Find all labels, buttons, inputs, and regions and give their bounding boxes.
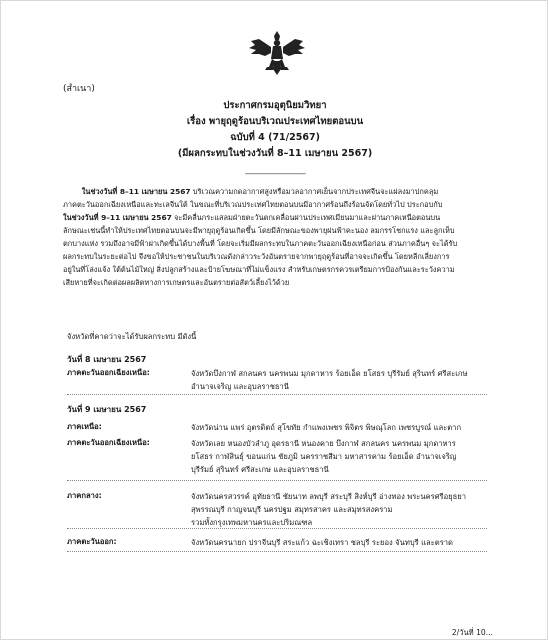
header-divider: -------------------------------- <box>244 169 306 178</box>
page-continuation: 2/วันที่ 10... <box>451 628 493 637</box>
region-label: ภาคกลาง: <box>67 491 102 500</box>
province-line: จังหวัดบึงกาฬ สกลนคร นครพนม มุกดาหาร ร้อยเอ็ด ยโสธร บุรีรัมย์ สุรินทร์ ศรีสะเกษ <box>191 369 468 378</box>
copy-mark: (สำเนา) <box>63 84 95 94</box>
paragraph-line <box>63 211 489 224</box>
paragraph-line: เสียหายที่จะเกิดต่อผลผลิตทางการเกษตรและอันตรายต่อสัตว์เลี้ยงไว้ด้วย <box>63 278 290 287</box>
subject-title: เรื่อง พายุฤดูร้อนบริเวณประเทศไทยตอนบน <box>186 116 364 127</box>
agency-title: ประกาศกรมอุตุนิยมวิทยา <box>223 100 327 111</box>
paragraph-line: ตกบางแห่ง รวมถึงอาจมีฟ้าผ่าเกิดขึ้นได้บางพื้นที่ โดยจะเริ่มมีผลกระทบในภาคตะวันออกเฉียงเหนือก่อน ส่วนภาคอื่นๆ จะได้รับ <box>63 239 458 248</box>
province-line: สุพรรณบุรี กาญจนบุรี นครปฐม สมุทรสาคร และสมุทรสงคราม <box>191 505 393 514</box>
date-heading: วันที่ 8 เมษายน 2567 <box>67 355 147 364</box>
paragraph-line: ผลกระทบในระยะต่อไป จึงขอให้ประชาชนในบริเวณดังกล่าวระวังอันตรายจากพายุฤดูร้อนที่อาจจะเกิดขึ้น โดยหลีกเลี่ยงการ <box>63 252 450 261</box>
effective-period: (มีผลกระทบในช่วงวันที่ 8–11 เมษายน 2567) <box>177 148 373 159</box>
paragraph-line <box>63 185 489 198</box>
issue-number: ฉบับที่ 4 (71/2567) <box>230 132 320 143</box>
paragraph-line: อยู่ในที่โล่งแจ้ง ใต้ต้นไม้ใหญ่ สิ่งปลูกสร้างและป้ายโฆษณาที่ไม่แข็งแรง สำหรับเกษตรกรควรเตรียมการป้องกันและระวังความ <box>63 265 455 274</box>
garuda-emblem-icon <box>245 29 309 77</box>
province-list <box>191 421 501 434</box>
province-line: จังหวัดนครสวรรค์ อุทัยธานี ชัยนาท ลพบุรี สระบุรี สิงห์บุรี อ่างทอง พระนครศรีอยุธยา <box>191 492 466 501</box>
province-line: บุรีรัมย์ สุรินทร์ ศรีสะเกษ และอุบลราชธานี <box>191 465 329 474</box>
province-line: จังหวัดน่าน แพร่ อุตรดิตถ์ สุโขทัย กำแพงเพชร พิจิตร พิษณุโลก เพชรบูรณ์ และตาก <box>191 423 462 432</box>
province-list <box>191 490 501 529</box>
paragraph-text: จะมีคลื่นกระแสลมฝ่ายตะวันตกเคลื่อนผ่านประเทศเมียนมาและผ่านภาคเหนือตอนบน <box>171 213 441 222</box>
dotted-divider <box>67 480 487 481</box>
dotted-divider <box>67 551 487 552</box>
dotted-divider <box>67 528 487 529</box>
affected-provinces-intro: จังหวัดที่คาดว่าจะได้รับผลกระทบ มีดังนี้ <box>67 332 197 341</box>
date-heading: วันที่ 9 เมษายน 2567 <box>67 405 147 414</box>
period-highlight: ในช่วงวันที่ 9–11 เมษายน 2567 <box>63 213 172 222</box>
paragraph-text: บริเวณความกดอากาศสูงหรือมวลอากาศเย็นจากประเทศจีนจะแผ่ลงมาปกคลุม <box>190 187 439 196</box>
body-paragraph <box>63 185 489 289</box>
province-line: จังหวัดเลย หนองบัวลำภู อุดรธานี หนองคาย บึงกาฬ สกลนคร นครพนม มุกดาหาร <box>191 439 456 448</box>
paragraph-line: ภาคตะวันออกเฉียงเหนือและทะเลจีนใต้ ในขณะที่บริเวณประเทศไทยตอนบนมีอากาศร้อนถึงร้อนจัดโดยทั่วไป ประกอบกับ <box>63 200 443 209</box>
period-highlight: ในช่วงวันที่ 8–11 เมษายน 2567 <box>81 187 191 196</box>
province-list <box>191 437 501 476</box>
province-list <box>191 536 501 549</box>
region-label: ภาคตะวันออกเฉียงเหนือ: <box>67 368 150 377</box>
province-line: รวมทั้งกรุงเทพมหานครและปริมณฑล <box>191 518 313 527</box>
province-list <box>191 367 501 393</box>
province-line: ยโสธร กาฬสินธุ์ ขอนแก่น ชัยภูมิ นครราชสีมา มหาสารคาม ร้อยเอ็ด อำนาจเจริญ <box>191 452 457 461</box>
region-label: ภาคตะวันออก: <box>67 537 117 546</box>
region-label: ภาคตะวันออกเฉียงเหนือ: <box>67 438 150 447</box>
region-label: ภาคเหนือ: <box>67 422 102 431</box>
paragraph-line: ลักษณะเช่นนี้ทำให้ประเทศไทยตอนบนจะมีพายุฤดูร้อนเกิดขึ้น โดยมีลักษณะของพายุฝนฟ้าคะนอง ลมกรรโชกแรง และลูกเห็บ <box>63 226 455 235</box>
dotted-divider <box>67 394 487 395</box>
province-line: จังหวัดนครนายก ปราจีนบุรี สระแก้ว ฉะเชิงเทรา ชลบุรี ระยอง จันทบุรี และตราด <box>191 538 453 547</box>
province-line: อำนาจเจริญ และอุบลราชธานี <box>191 382 289 391</box>
